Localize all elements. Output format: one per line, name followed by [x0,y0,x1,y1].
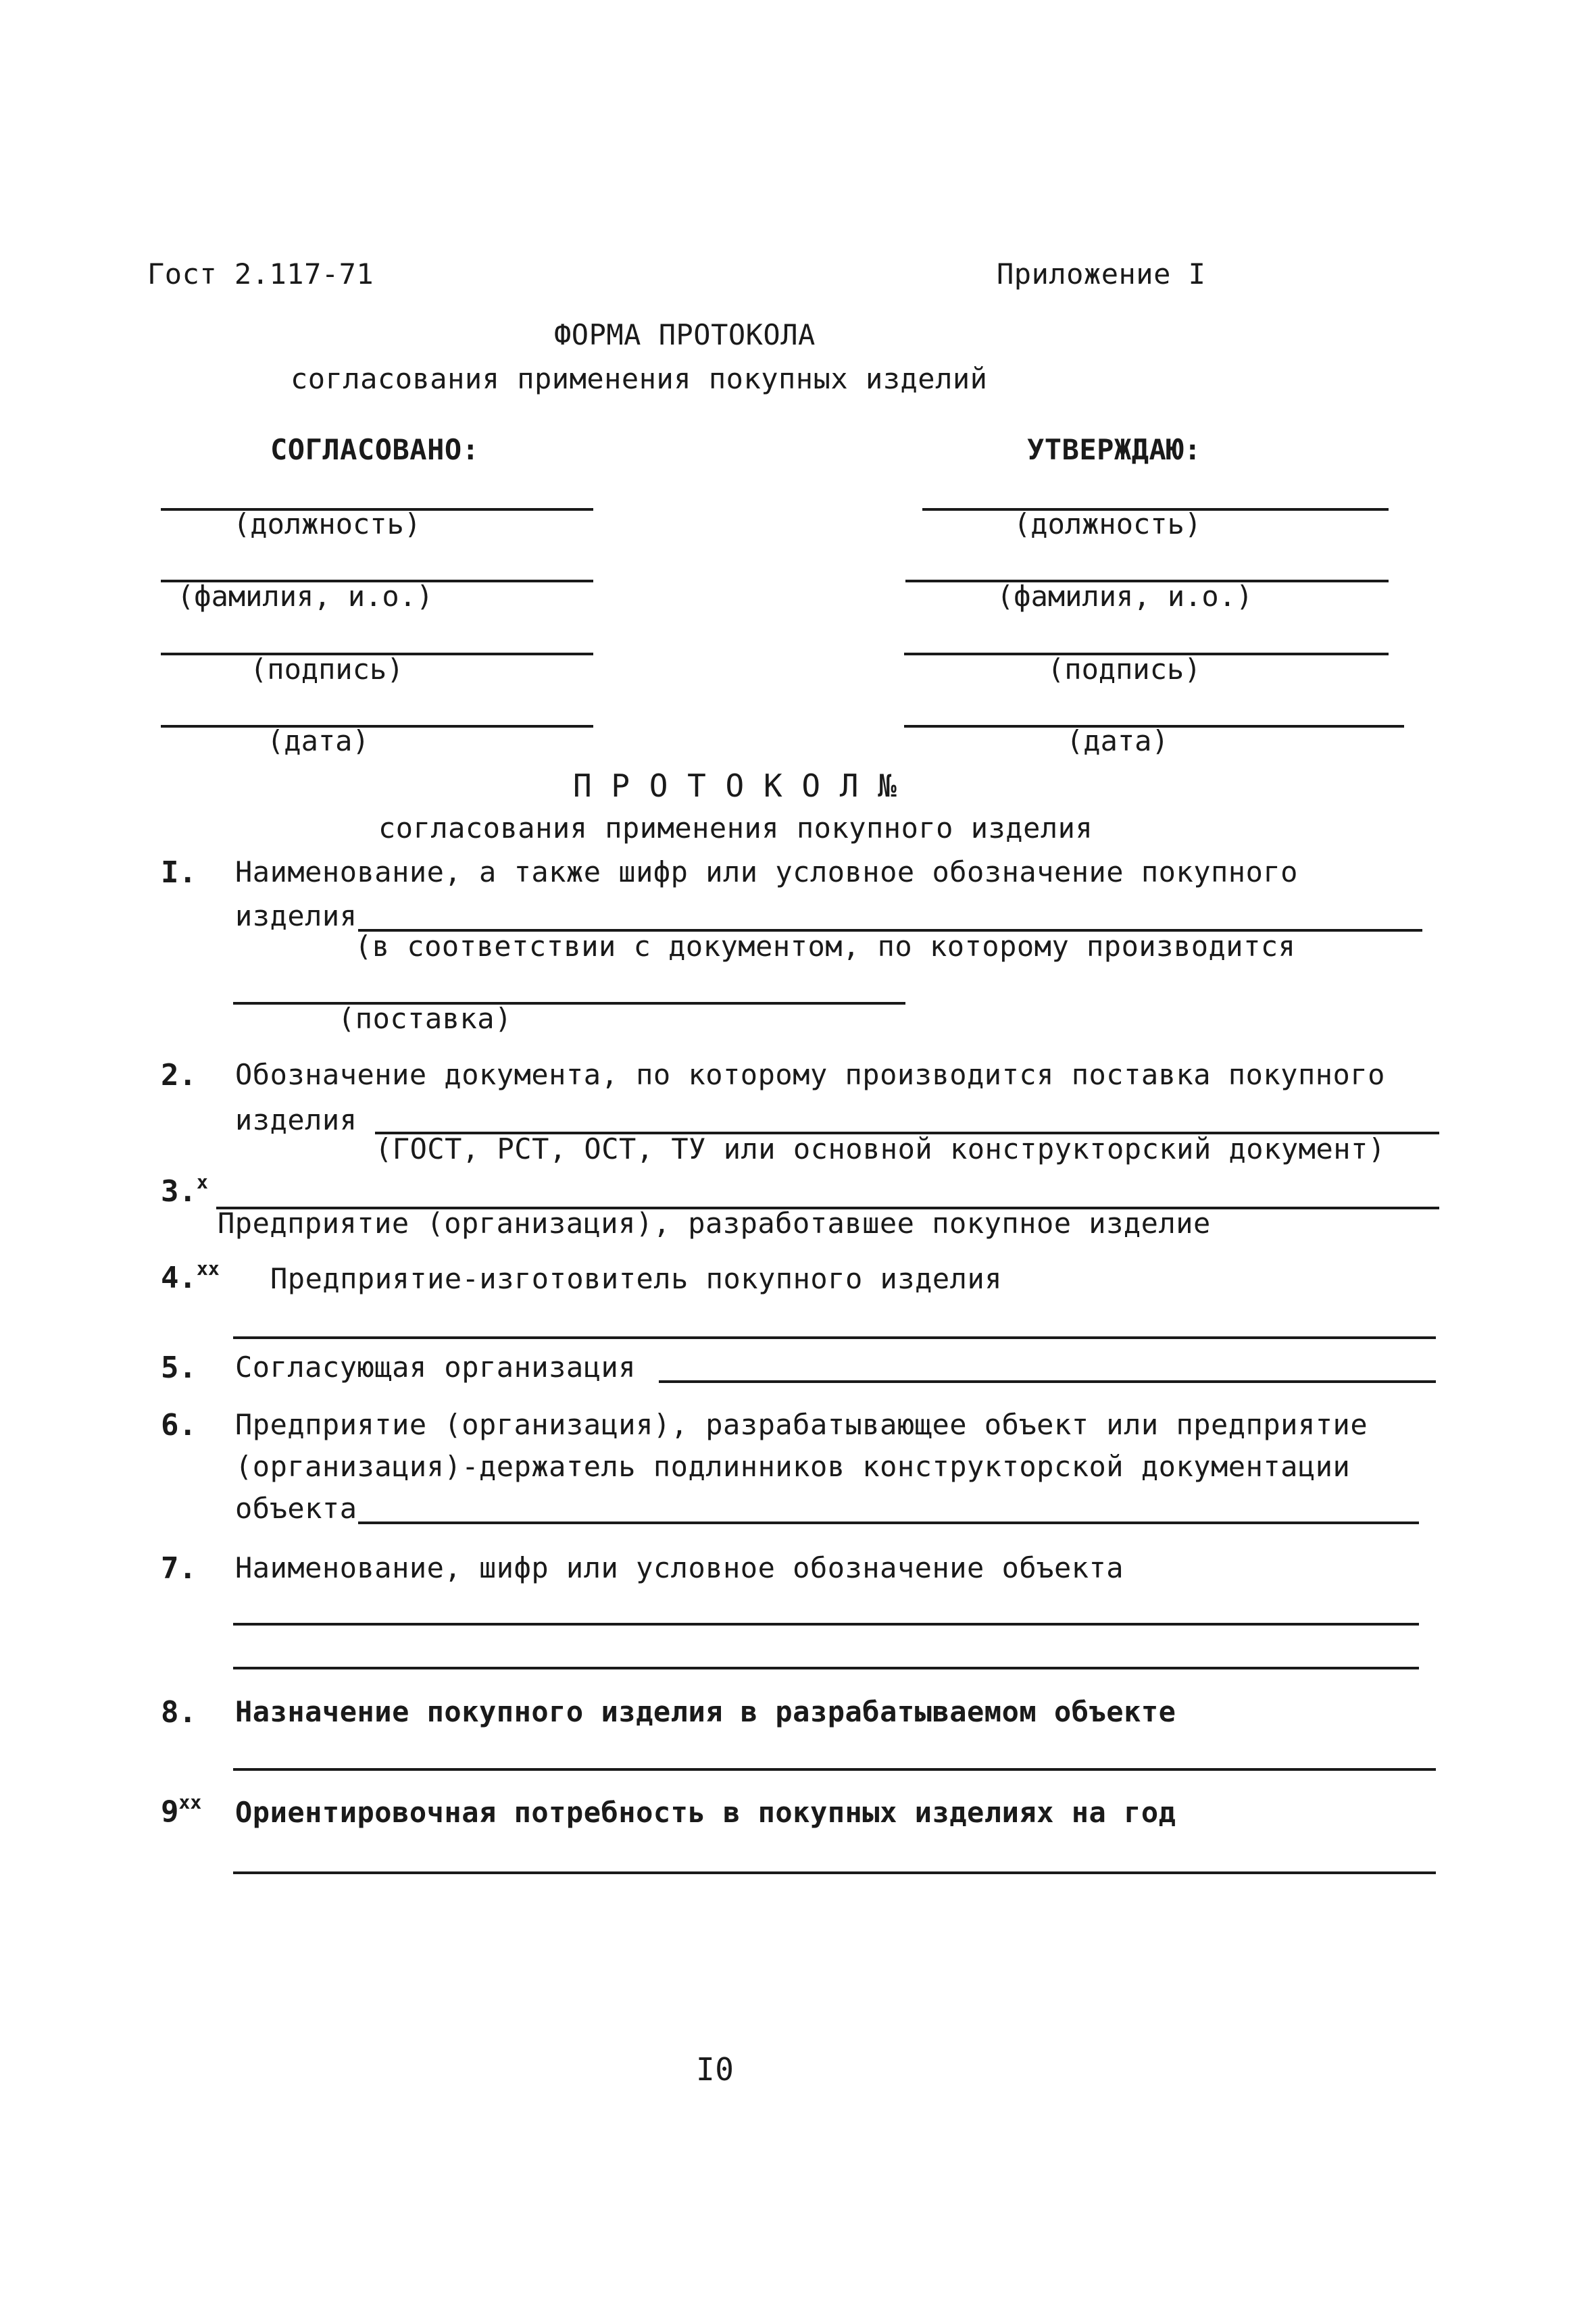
page-number: I0 [696,2051,734,2088]
item-3-footnote-mark: х [196,1171,208,1193]
item-2-text-cont: изделия [235,1103,357,1136]
agreed-position-label: (должность) [233,507,422,540]
agreed-title: СОГЛАСОВАНО: [270,433,480,466]
item-5-field-line[interactable] [659,1380,1436,1383]
item-2-text: Обозначение документа, по которому производится поставка покупного [235,1058,1385,1091]
agreed-date-line[interactable] [161,725,593,728]
form-subtitle: согласования применения покупных изделий [291,362,988,395]
agreed-signature-label: (подпись) [250,653,404,686]
item-9-text: Ориентировочная потребность в покупных изделиях на год [235,1796,1176,1829]
appendix-label: Приложение I [997,257,1206,291]
item-4-footnote-mark: хх [196,1257,220,1280]
item-9-number: $9^{хх}$ [161,1791,202,1829]
agreed-date-label: (дата) [267,724,370,757]
item-1-number: I. [161,855,197,890]
approved-date-label: (дата) [1066,724,1169,757]
standard-number: Гост 2.117-71 [147,257,374,291]
item-6-text: Предприятие (организация), разрабатывающее объект или предприятие [235,1408,1368,1441]
approved-name-label: (фамилия, и.о.) [997,580,1253,613]
item-9-footnote-mark: хх [178,1791,202,1813]
item-1-hint-2: (поставка) [338,1002,512,1035]
approved-position-label: (должность) [1014,507,1202,540]
item-4-field-line[interactable] [233,1336,1436,1339]
form-title: ФОРМА ПРОТОКОЛА [554,318,816,351]
item-8-text: Назначение покупного изделия в разрабатываемом объекте [235,1695,1176,1728]
item-1-hint: (в соответствии с документом, по которому производится [355,930,1296,963]
item-7-field-line[interactable] [233,1623,1419,1626]
approved-signature-label: (подпись) [1047,653,1201,686]
agreed-name-label: (фамилия, и.о.) [177,580,434,613]
item-3-number: 3.$^х$ [161,1171,208,1209]
item-1-text-cont: изделия [235,899,357,932]
approved-title: УТВЕРЖДАЮ: [1027,433,1201,466]
item-5-number: 5. [161,1351,197,1385]
item-6-text-cont-2: объекта [235,1492,357,1525]
protocol-title: П Р О Т О К О Л № [573,768,897,804]
item-8-number: 8. [161,1695,197,1730]
item-7-field-line-2[interactable] [233,1667,1419,1669]
item-2-hint: (ГОСТ, РСТ, ОСТ, ТУ или основной конструкторский документ) [375,1132,1386,1165]
item-6-field-line[interactable] [358,1521,1419,1524]
item-1-field-line-2[interactable] [233,1002,905,1005]
item-9-field-line[interactable] [233,1871,1436,1874]
protocol-subtitle: согласования применения покупного изделия [378,811,1093,845]
item-4-number: 4.$^{хх}$ [161,1257,220,1295]
item-5-text: Согласующая организация [235,1351,637,1384]
item-1-text: Наименование, а также шифр или условное обозначение покупного [235,855,1298,888]
item-3-hint: Предприятие (организация), разработавшее покупное изделие [218,1207,1211,1240]
item-6-number: 6. [161,1408,197,1442]
item-4-text: Предприятие-изготовитель покупного изделия [270,1262,1003,1295]
item-2-number: 2. [161,1058,197,1092]
item-7-text: Наименование, шифр или условное обозначение объекта [235,1551,1124,1584]
item-8-field-line[interactable] [233,1768,1436,1771]
item-6-text-cont: (организация)-держатель подлинников конструкторской документации [235,1450,1351,1483]
item-7-number: 7. [161,1551,197,1586]
